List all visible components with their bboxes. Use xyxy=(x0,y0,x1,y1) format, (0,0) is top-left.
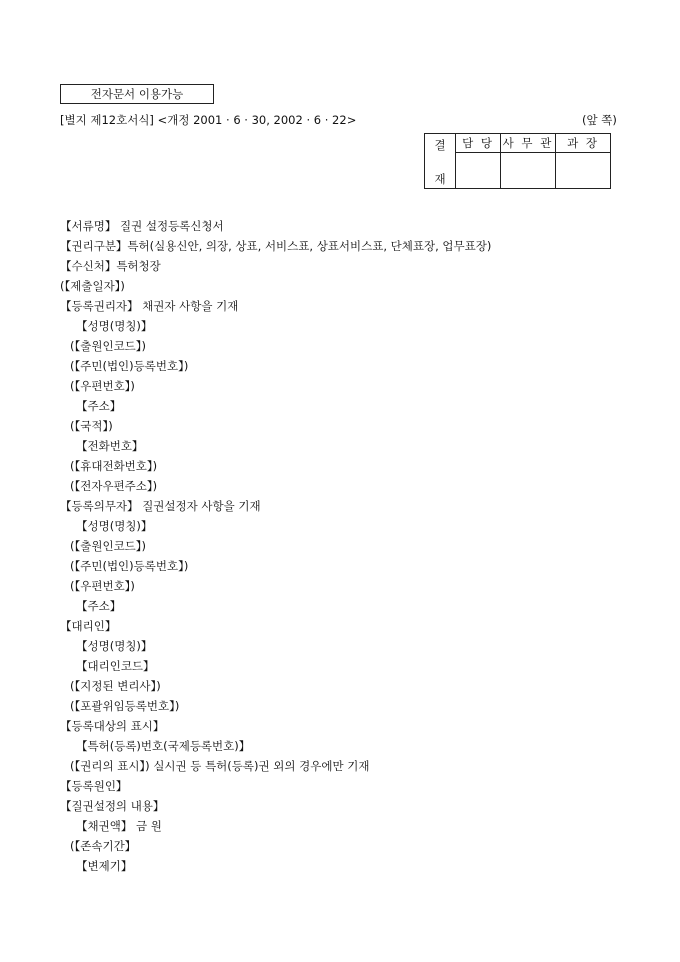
approval-col-officer: 사 무 관 xyxy=(501,134,556,153)
obligor-postal-code: (【우편번호】) xyxy=(70,579,135,593)
registration-cause: 【등록원인】 xyxy=(60,779,128,793)
page-side-label: (앞 쪽) xyxy=(582,113,617,127)
approval-gyeol-cell xyxy=(425,134,456,189)
obligor-name: 【성명(명칭)】 xyxy=(76,519,153,533)
duration: (【존속기간】 xyxy=(70,839,137,853)
patent-registration-number: 【특허(등록)번호(국제등록번호)】 xyxy=(76,739,251,753)
approval-gyeol-bottom: 재 xyxy=(434,172,446,186)
holder-mobile: (【휴대전화번호】) xyxy=(70,459,158,473)
document-title: 【서류명】 질권 설정등록신청서 xyxy=(60,219,224,233)
pledge-content-heading: 【질권설정의 내용】 xyxy=(60,799,165,813)
registration-target-heading: 【등록대상의 표시】 xyxy=(60,719,165,733)
repayment-date: 【변제기】 xyxy=(76,859,133,873)
obligor-registration-number: (【주민(법인)등록번호】) xyxy=(70,559,189,573)
registration-holder-heading: 【등록권리자】 채권자 사항을 기재 xyxy=(60,299,239,313)
approval-table xyxy=(424,133,611,189)
recipient: 【수신처】특허청장 xyxy=(60,259,161,273)
approval-sign-manager[interactable] xyxy=(556,153,611,189)
holder-postal-code: (【우편번호】) xyxy=(70,379,135,393)
holder-name: 【성명(명칭)】 xyxy=(76,319,153,333)
form-reference: [별지 제12호서식] <개정 2001 · 6 · 30, 2002 · 6 · 22> xyxy=(60,113,357,127)
holder-nationality: (【국적】) xyxy=(70,419,113,433)
approval-gyeol-top: 결 xyxy=(434,138,446,152)
approval-col-staff: 담 당 xyxy=(456,134,501,153)
approval-sign-staff[interactable] xyxy=(456,153,501,189)
holder-registration-number: (【주민(법인)등록번호】) xyxy=(70,359,189,373)
holder-email: (【전자우편주소】) xyxy=(70,479,158,493)
approval-col-manager: 과 장 xyxy=(556,134,611,153)
submission-date: (【제출일자】) xyxy=(60,279,125,293)
designated-patent-attorney: (【지정된 변리사】) xyxy=(70,679,161,693)
right-indication: (【권리의 표시】) 실시권 등 특허(등록)권 외의 경우에만 기재 xyxy=(70,759,370,773)
holder-applicant-code: (【출원인코드】) xyxy=(70,339,147,353)
holder-address: 【주소】 xyxy=(76,399,122,413)
right-category: 【권리구분】특허(실용신안, 의장, 상표, 서비스표, 상표서비스표, 단체표장, 업무표장) xyxy=(60,239,492,253)
obligor-address: 【주소】 xyxy=(76,599,122,613)
comprehensive-delegation-number: (【포괄위임등록번호】) xyxy=(70,699,180,713)
obligor-applicant-code: (【출원인코드】) xyxy=(70,539,147,553)
agent-heading: 【대리인】 xyxy=(60,619,117,633)
electronic-document-label: 전자문서 이용가능 xyxy=(60,84,214,104)
obligor-heading: 【등록의무자】 질권설정자 사항을 기재 xyxy=(60,499,261,513)
agent-code: 【대리인코드】 xyxy=(76,659,155,673)
agent-name: 【성명(명칭)】 xyxy=(76,639,153,653)
holder-phone: 【전화번호】 xyxy=(76,439,144,453)
claim-amount: 【채권액】 금 원 xyxy=(76,819,162,833)
approval-sign-officer[interactable] xyxy=(501,153,556,189)
